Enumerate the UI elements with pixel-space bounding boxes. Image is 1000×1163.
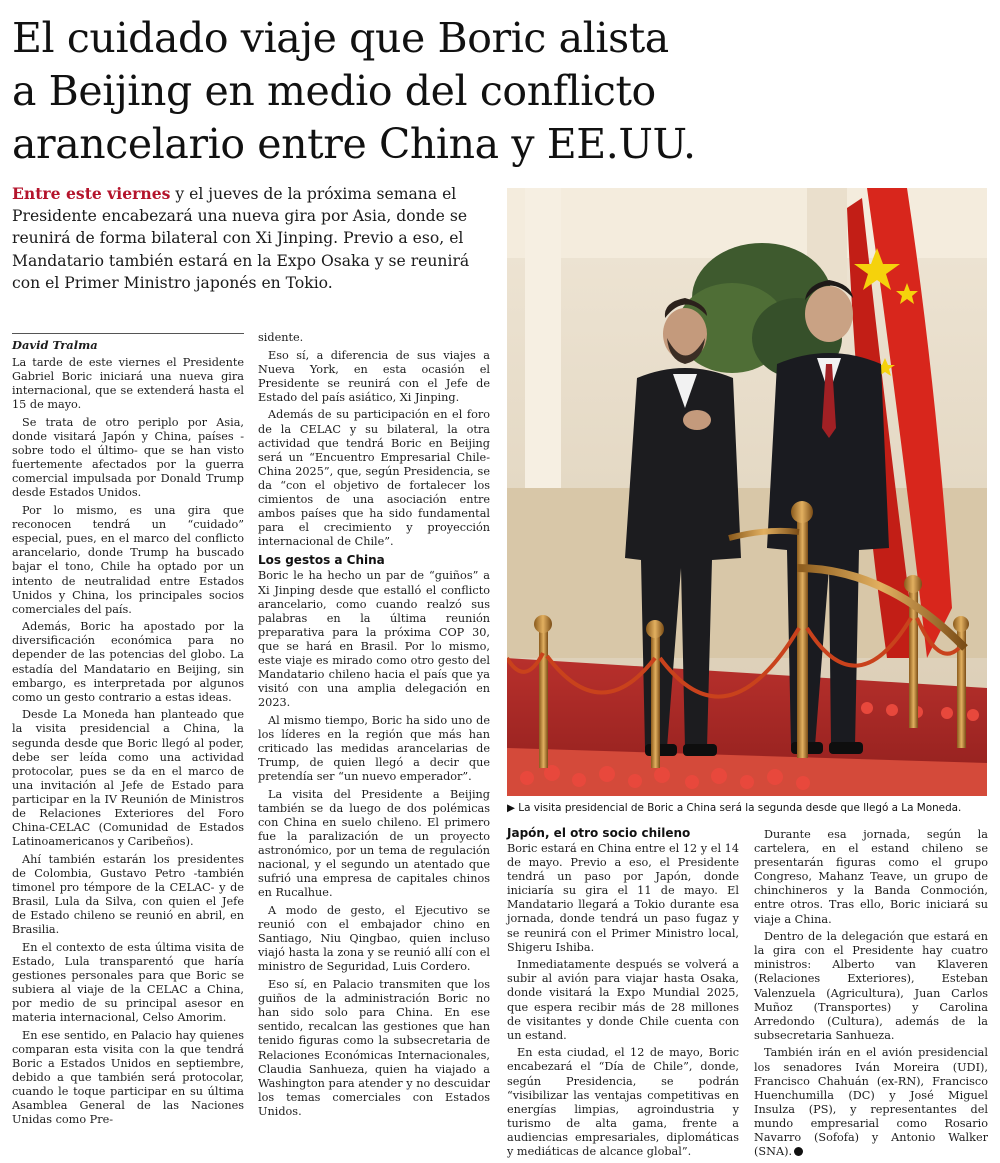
body-paragraph: Por lo mismo, es una gira que reconocen tendrá un “cuidado” especial, pues, en el marco del conflicto arancelario, donde Trump ha buscado bajar el tono, Chile ha optado por un intento de neutralidad entre Estados Unidos y China, los principales socios comerciales del país.	[12, 504, 244, 616]
headline-line-1: El cuidado viaje que Boric alista	[12, 14, 669, 62]
body-paragraph: Además de su participación en el foro de la CELAC y su bilateral, la otra actividad que tendrá Boric en Beijing será un “Encuentro Empresarial Chile-China 2025”, que, según Presidencia, se da “con el objetivo de fortalecer los cimientos de una asociación entre ambos países que ha sido fundamental para el crecimiento y proyección internacional de Chile”.	[258, 408, 490, 549]
body-paragraph	[754, 1046, 988, 1159]
body-paragraph: sidente.	[258, 331, 304, 344]
photo-caption	[507, 802, 991, 815]
column-1	[12, 333, 244, 1131]
body-paragraph: Boric le ha hecho un par de “guiños” a Xi Jinping desde que estalló el conflicto arancelario, como cuando realzó sus palabras en la última reunión preparativa para la próxima COP 30, que se hará en Brasil. Por lo mismo, este viaje es mirado como otro gesto del Mandatario chileno hacia el país que ya visitó con una amplia delegación en 2023.	[258, 569, 490, 710]
lead-text: y el jueves de la próxima semana el Presidente encabezará una nueva gira por Asia, donde se reunirá de forma bilateral con Xi Jinping. Previo a eso, el Mandatario también estará en la Expo Osaka y se reunirá con el Primer Ministro japonés en Tokio.	[12, 185, 470, 292]
headline	[12, 12, 992, 171]
lead-highlight: Entre este viernes	[12, 184, 171, 203]
subheading: Japón, el otro socio chileno	[507, 826, 691, 840]
body-paragraph: Dentro de la delegación que estará en la gira con el Presidente hay cuatro ministros: Alberto van Klaveren (Relaciones Exteriores), Esteban Valenzuela (Agricultura), Juan Carlos Muñoz (Transportes) y Carolina Arredondo (Cultura), además de la subsecretaria Sanhueza.	[754, 930, 988, 1042]
body-paragraph: Eso sí, en Palacio transmiten que los guiños de la administración Boric no han sido solo para China. En ese sentido, recalcan las gestiones que han tenido figuras como la subsecretaria de Relaciones Económicas Internacionales, Claudia Sanhueza, quien ha viajado a Washington para atender y no descuidar los temas comerciales con Estados Unidos.	[258, 978, 490, 1118]
body-paragraph: A modo de gesto, el Ejecutivo se reunió con el embajador chino en Santiago, Niu Qingbao, quien incluso viajó hasta la zona y se reunió allí con el ministro de Seguridad, Luis Cordero.	[258, 904, 490, 974]
body-paragraph: Inmediatamente después se volverá a subir al avión para viajar hasta Osaka, donde visitará la Expo Mundial 2025, que espera recibir más de 28 millones de visitantes y donde Chile cuenta con un estand.	[507, 958, 739, 1042]
body-paragraph: Al mismo tiempo, Boric ha sido uno de los líderes en la región que más han criticado las medidas arancelarias de Trump, de quien llegó a decir que pretendía ser “un nuevo emperador”.	[258, 713, 490, 784]
body-paragraph-text: También irán en el avión presidencial los senadores Iván Moreira (UDI), Francisco Chahuán (ex-RN), Francisco Huenchumilla (DC) y José Miguel Insulza (PS), y representantes del mundo empresarial como Rosario Navarro (Sofofa) y Antonio Walker (SNA).	[754, 1046, 988, 1159]
subheading: Los gestos a China	[258, 553, 385, 568]
headline-line-2: a Beijing en medio del conflicto	[12, 67, 656, 115]
column-2	[258, 331, 490, 1122]
column-3	[507, 826, 739, 1163]
body-paragraph: Eso sí, a diferencia de sus viajes a Nueva York, en esta ocasión el Presidente se reunirá con el Jefe de Estado del país asiático, Xi Jinping.	[258, 348, 490, 404]
article-photo	[507, 188, 987, 796]
body-paragraph: Ahí también estarán los presidentes de Colombia, Gustavo Petro -también timonel pro témpore de la CELAC- y de Brasil, Lula da Silva, con quien el Jefe de Estado chileno se reunió en abril, en Brasilia.	[12, 852, 244, 937]
caption-arrow-icon: ▶	[507, 802, 519, 814]
body-paragraph: La tarde de este viernes el Presidente Gabriel Boric iniciará una nueva gira internacional, que se extenderá hasta el 15 de mayo.	[12, 356, 244, 412]
body-paragraph: Desde La Moneda han planteado que la visita presidencial a China, la segunda desde que Boric llegó al poder, debe ser leída como una actividad protocolar, pues se da en el marco de una invitación al Jefe de Estado para participar en la IV Reunión de Ministros de Relaciones Exteriores del Foro China-CELAC (Comunidad de Estados Latinoamericanos y Caribeños).	[12, 708, 244, 849]
end-of-article-icon	[794, 1147, 803, 1156]
body-paragraph: La visita del Presidente a Beijing también se da luego de dos polémicas con China en suelo chileno. El primero fue la paralización de un proyecto astronómico, por un tema de regulación nacional, y el segundo un atentado que sufrió una empresa de capitales chinos en Rucalhue.	[258, 787, 490, 900]
body-paragraph: Durante esa jornada, según la cartelera, en el estand chileno se presentarán figuras como el grupo Congreso, Mahanz Teave, un grupo de chinchineros y la Banda Conmoción, entre otros. Tras ello, Boric iniciará su viaje a China.	[754, 828, 988, 926]
body-paragraph: Boric estará en China entre el 12 y el 14 de mayo. Previo a eso, el Presidente tendrá un paso por Japón, donde iniciaría su gira el 11 de mayo. El Mandatario llegará a Tokio durante esa jornada, donde tendrá un paso fugaz y se reunirá con el Primer Ministro local, Shigeru Ishiba.	[507, 842, 739, 954]
byline: David Tralma	[12, 333, 244, 352]
photo-illustration	[507, 188, 987, 796]
caption-text: La visita presidencial de Boric a China será la segunda desde que llegó a La Moneda.	[518, 802, 962, 814]
body-paragraph: En ese sentido, en Palacio hay quienes comparan esta visita con la que tendrá Boric a Estados Unidos en septiembre, debido a que también será protocolar, cuando le toque participar en su última Asamblea General de las Naciones Unidas como Pre-	[12, 1028, 244, 1127]
column-4	[754, 828, 988, 1163]
body-paragraph: Se trata de otro periplo por Asia, donde visitará Japón y China, países -sobre todo el último- que se han visto fuertemente afectados por la guerra comercial impulsada por Donald Trump desde Estados Unidos.	[12, 415, 244, 500]
body-paragraph: Además, Boric ha apostado por la diversificación económica para no depender de las potencias del globo. La estadía del Mandatario en Beijing, sin embargo, es interpretada por algunos como un gesto contrario a estas ideas.	[12, 620, 244, 704]
lead-paragraph	[12, 183, 490, 294]
body-paragraph: En esta ciudad, el 12 de mayo, Boric encabezará el “Día de Chile”, donde, según Presidencia, se podrán “visibilizar las ventajas competitivas en energías limpias, agroindustria y turismo de alta gama, frente a audiencias empresariales, diplomáticas y mediáticas de alcance global”.	[507, 1046, 739, 1158]
headline-line-3: arancelario entre China y EE.UU.	[12, 120, 696, 168]
body-paragraph: En el contexto de esta última visita de Estado, Lula transparentó que haría gestiones personales para que Boric se subiera al viaje de la CELAC a China, por medio de su principal asesor en materia internacional, Celso Amorim.	[12, 940, 244, 1025]
